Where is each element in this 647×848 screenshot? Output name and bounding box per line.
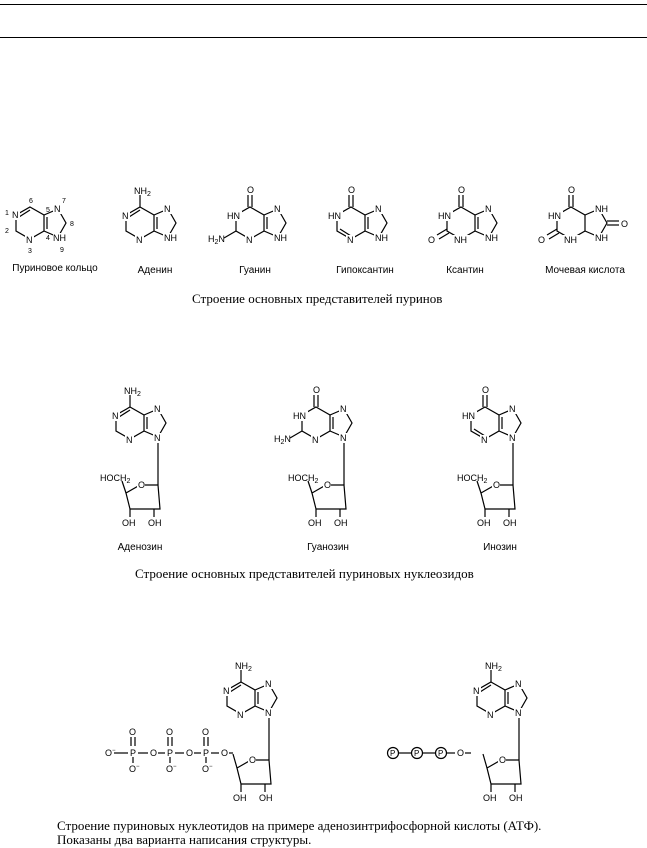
svg-text:P: P <box>167 748 174 758</box>
purines-caption: Строение основных представителей пуринов <box>192 291 443 306</box>
purine-ring-structure <box>5 195 98 265</box>
svg-text:O: O <box>457 748 465 758</box>
svg-text:N: N <box>347 235 354 245</box>
svg-text:P: P <box>390 749 396 758</box>
svg-text:OH: OH <box>503 518 517 528</box>
svg-text:NH: NH <box>164 233 177 243</box>
svg-text:OH: OH <box>259 793 273 803</box>
svg-text:N: N <box>237 710 244 720</box>
svg-text:NH: NH <box>454 235 467 245</box>
hypoxanthine-structure <box>325 185 405 255</box>
svg-text:O: O <box>150 748 158 758</box>
svg-text:N: N <box>246 235 253 245</box>
svg-text:NH2: $NH_2$ <box>235 661 252 673</box>
nucleotides-caption-line1: Строение пуриновых нуклеотидов на примере аденозинтрифосфорной кислоты (АТФ). <box>57 818 542 833</box>
svg-text:NH: NH <box>595 204 608 214</box>
svg-text:HN: HN <box>227 211 240 221</box>
svg-text:O: O <box>129 764 137 774</box>
svg-text:4: 4 <box>46 235 50 242</box>
svg-text:OH: OH <box>122 518 136 528</box>
svg-text:N: N <box>154 433 161 443</box>
svg-text:O: O <box>138 480 146 490</box>
svg-text:O: O <box>348 185 356 195</box>
svg-text:NH: NH <box>53 233 66 243</box>
svg-text:O: O <box>202 727 210 737</box>
svg-text:OH: OH <box>148 518 162 528</box>
svg-text:N: N <box>340 433 347 443</box>
svg-text:8: 8 <box>70 221 74 228</box>
svg-text:P: P <box>130 748 137 758</box>
svg-text:O: O <box>499 755 507 765</box>
svg-text:5: 5 <box>46 207 50 214</box>
svg-text:OH: OH <box>334 518 348 528</box>
svg-text:N: N <box>485 204 492 214</box>
svg-text:OH: OH <box>233 793 247 803</box>
svg-text:O: O <box>221 748 229 758</box>
uric-acid-label: Мочевая кислота <box>545 265 625 276</box>
svg-text:HOCH2: $HOCH_2$ <box>457 473 488 485</box>
svg-text:N: N <box>265 679 272 689</box>
svg-text:2: 2 <box>5 228 9 235</box>
svg-text:O: O <box>324 480 332 490</box>
svg-text:N: N <box>265 708 272 718</box>
svg-text:O: O <box>247 185 255 195</box>
svg-text:O: O <box>313 385 321 395</box>
adenine-label: Аденин <box>137 265 173 276</box>
svg-text:N: N <box>112 411 119 421</box>
svg-text:O: O <box>186 748 194 758</box>
svg-text:O: O <box>166 764 174 774</box>
svg-text:−: − <box>112 748 116 754</box>
svg-text:O: O <box>166 727 174 737</box>
svg-text:N: N <box>487 710 494 720</box>
svg-text:O: O <box>482 385 490 395</box>
svg-text:N: N <box>126 435 133 445</box>
svg-text:P: P <box>438 749 444 758</box>
adenine-structure <box>120 185 190 255</box>
svg-text:N: N <box>154 404 161 414</box>
svg-text:N: N <box>223 686 230 696</box>
svg-text:N: N <box>122 211 129 221</box>
svg-text:P: P <box>414 749 420 758</box>
svg-text:O: O <box>458 185 466 195</box>
svg-text:O: O <box>202 764 210 774</box>
svg-text:−: − <box>209 764 213 770</box>
svg-text:N: N <box>375 204 382 214</box>
svg-text:N: N <box>274 204 281 214</box>
svg-text:N: N <box>515 708 522 718</box>
svg-text:O: O <box>621 219 629 229</box>
nucleosides-caption: Строение основных представителей пуриновых нуклеозидов <box>135 566 474 581</box>
svg-text:NH2: $NH_2$ <box>134 186 151 198</box>
svg-text:6: 6 <box>29 198 33 205</box>
svg-text:OH: OH <box>509 793 523 803</box>
svg-text:HOCH2: $HOCH_2$ <box>288 473 319 485</box>
svg-text:3: 3 <box>28 248 32 255</box>
svg-text:O: O <box>105 748 113 758</box>
svg-text:HOCH2: $HOCH_2$ <box>100 473 131 485</box>
svg-text:O: O <box>568 185 576 195</box>
purine-ring-label: Пуриновое кольцо <box>12 263 98 274</box>
svg-text:O: O <box>428 235 436 245</box>
svg-text:O: O <box>129 727 137 737</box>
svg-text:NH2: $NH_2$ <box>124 386 141 398</box>
atp-structure-phosphate-form <box>105 660 305 810</box>
svg-text:OH: OH <box>477 518 491 528</box>
svg-text:HN: HN <box>462 411 475 421</box>
svg-text:1: 1 <box>5 210 9 217</box>
guanine-structure <box>210 185 300 255</box>
svg-text:OH: OH <box>483 793 497 803</box>
svg-text:O: O <box>538 235 546 245</box>
svg-text:NH: NH <box>485 233 498 243</box>
uric-acid-structure <box>535 185 635 255</box>
svg-text:N: N <box>164 204 171 214</box>
svg-text:N: N <box>473 686 480 696</box>
svg-text:N: N <box>515 679 522 689</box>
svg-text:O: O <box>493 480 501 490</box>
svg-text:OH: OH <box>308 518 322 528</box>
svg-text:P: P <box>203 748 210 758</box>
top-rule <box>0 4 647 5</box>
svg-text:N: N <box>26 235 33 245</box>
svg-text:N: N <box>12 210 19 220</box>
header-rule <box>0 37 647 38</box>
svg-text:HN: HN <box>293 411 306 421</box>
svg-text:O: O <box>249 755 257 765</box>
svg-text:NH: NH <box>375 233 388 243</box>
svg-text:H2N: $H_2N$ <box>208 234 225 246</box>
guanosine-structure <box>270 385 370 535</box>
svg-text:N: N <box>340 404 347 414</box>
adenosine-structure <box>100 385 190 535</box>
nucleotides-caption-line2: Показаны два варианта написания структуры. <box>57 832 312 847</box>
xanthine-structure <box>425 185 515 255</box>
xanthine-label: Ксантин <box>446 265 484 276</box>
svg-text:N: N <box>481 435 488 445</box>
guanine-label: Гуанин <box>239 265 271 276</box>
hypoxanthine-label: Гипоксантин <box>336 265 394 276</box>
guanosine-label: Гуанозин <box>307 542 349 553</box>
svg-text:HN: HN <box>328 211 341 221</box>
svg-text:7: 7 <box>62 198 66 205</box>
svg-text:N: N <box>136 235 143 245</box>
svg-text:HN: HN <box>438 211 451 221</box>
svg-text:N: N <box>54 204 61 214</box>
atp-structure-circle-p-form <box>385 660 545 810</box>
svg-text:H2N: $H_2N$ <box>274 434 291 446</box>
svg-text:NH: NH <box>595 233 608 243</box>
adenosine-label: Аденозин <box>117 542 163 553</box>
inosine-structure <box>455 385 545 535</box>
svg-text:NH2: $NH_2$ <box>485 661 502 673</box>
inosine-label: Инозин <box>483 542 517 553</box>
svg-text:N: N <box>509 433 516 443</box>
svg-text:−: − <box>136 764 140 770</box>
svg-text:N: N <box>312 435 319 445</box>
svg-text:HN: HN <box>548 211 561 221</box>
svg-text:−: − <box>173 764 177 770</box>
svg-text:N: N <box>509 404 516 414</box>
svg-text:9: 9 <box>60 247 64 254</box>
svg-text:NH: NH <box>274 233 287 243</box>
svg-text:NH: NH <box>564 235 577 245</box>
